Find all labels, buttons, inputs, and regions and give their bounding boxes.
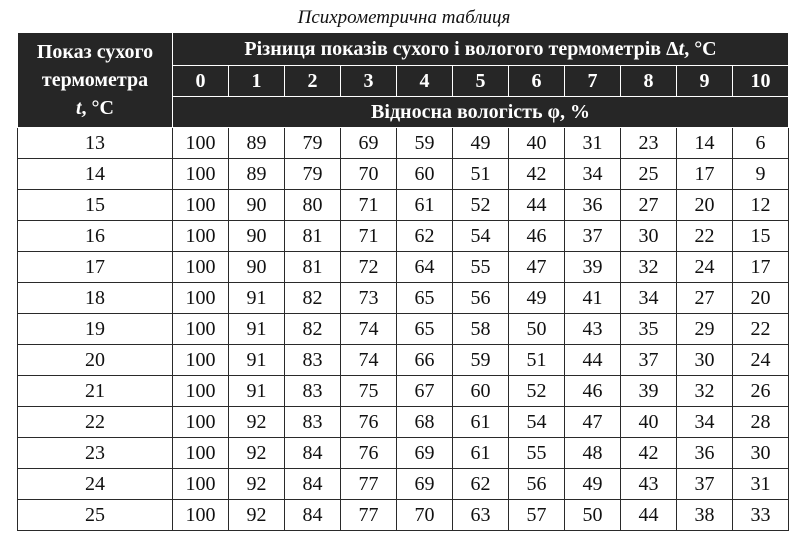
humidity-cell: 100: [173, 159, 229, 190]
humidity-cell: 28: [733, 407, 789, 438]
diff-value-cell: 8: [621, 66, 677, 97]
humidity-cell: 74: [341, 314, 397, 345]
humidity-cell: 20: [677, 190, 733, 221]
humidity-cell: 60: [397, 159, 453, 190]
humidity-cell: 68: [397, 407, 453, 438]
humidity-cell: 84: [285, 500, 341, 531]
humidity-cell: 70: [397, 500, 453, 531]
humidity-cell: 76: [341, 407, 397, 438]
diff-value-cell: 9: [677, 66, 733, 97]
humidity-cell: 12: [733, 190, 789, 221]
humidity-cell: 77: [341, 469, 397, 500]
humidity-cell: 15: [733, 221, 789, 252]
humidity-cell: 72: [341, 252, 397, 283]
humidity-cell: 100: [173, 345, 229, 376]
humidity-cell: 69: [397, 438, 453, 469]
humidity-cell: 84: [285, 469, 341, 500]
dry-temperature-cell: 17: [18, 252, 173, 283]
humidity-cell: 91: [229, 345, 285, 376]
humidity-cell: 100: [173, 407, 229, 438]
humidity-cell: 89: [229, 159, 285, 190]
humidity-cell: 100: [173, 438, 229, 469]
humidity-cell: 34: [677, 407, 733, 438]
humidity-cell: 81: [285, 221, 341, 252]
humidity-cell: 71: [341, 190, 397, 221]
humidity-cell: 69: [341, 128, 397, 159]
diff-t-symbol: t: [678, 37, 685, 60]
humidity-cell: 56: [509, 469, 565, 500]
table-row: [18, 500, 789, 531]
humidity-cell: 49: [509, 283, 565, 314]
humidity-cell: 92: [229, 500, 285, 531]
humidity-cell: 33: [733, 500, 789, 531]
humidity-cell: 92: [229, 438, 285, 469]
table-row: [18, 469, 789, 500]
humidity-cell: 52: [453, 190, 509, 221]
humidity-cell: 50: [565, 500, 621, 531]
humidity-cell: 61: [453, 407, 509, 438]
dry-temperature-cell: 25: [18, 500, 173, 531]
humidity-cell: 83: [285, 376, 341, 407]
humidity-cell: 9: [733, 159, 789, 190]
humidity-cell: 49: [453, 128, 509, 159]
humidity-cell: 20: [733, 283, 789, 314]
table-row: [18, 376, 789, 407]
humidity-cell: 37: [621, 345, 677, 376]
humidity-cell: 76: [341, 438, 397, 469]
diff-value-cell: 2: [285, 66, 341, 97]
humidity-cell: 71: [341, 221, 397, 252]
humidity-cell: 17: [677, 159, 733, 190]
diff-value-cell: 6: [509, 66, 565, 97]
corner-unit: , °C: [81, 97, 114, 119]
table-row: [18, 221, 789, 252]
diff-value-cell: 0: [173, 66, 229, 97]
humidity-cell: 27: [677, 283, 733, 314]
dry-temperature-cell: 24: [18, 469, 173, 500]
humidity-cell: 30: [621, 221, 677, 252]
humidity-cell: 37: [565, 221, 621, 252]
humidity-cell: 40: [509, 128, 565, 159]
dry-temperature-cell: 20: [18, 345, 173, 376]
humidity-cell: 34: [565, 159, 621, 190]
header-row-difference: [18, 33, 789, 66]
humidity-cell: 83: [285, 345, 341, 376]
humidity-cell: 63: [453, 500, 509, 531]
humidity-cell: 30: [733, 438, 789, 469]
humidity-cell: 47: [565, 407, 621, 438]
humidity-cell: 55: [509, 438, 565, 469]
humidity-cell: 22: [677, 221, 733, 252]
humidity-cell: 26: [733, 376, 789, 407]
humidity-cell: 51: [509, 345, 565, 376]
temperature-difference-header: [173, 33, 789, 66]
humidity-cell: 31: [733, 469, 789, 500]
humidity-cell: 32: [677, 376, 733, 407]
humidity-cell: 91: [229, 283, 285, 314]
psychrometric-table: [17, 32, 789, 531]
humidity-cell: 36: [677, 438, 733, 469]
humidity-cell: 100: [173, 500, 229, 531]
humidity-cell: 56: [453, 283, 509, 314]
humidity-cell: 59: [453, 345, 509, 376]
humidity-cell: 14: [677, 128, 733, 159]
humidity-cell: 57: [509, 500, 565, 531]
diff-value-cell: 3: [341, 66, 397, 97]
humidity-cell: 84: [285, 438, 341, 469]
humidity-cell: 46: [509, 221, 565, 252]
humidity-cell: 46: [565, 376, 621, 407]
table-row: [18, 345, 789, 376]
corner-t-symbol: t: [75, 97, 82, 119]
humidity-cell: 61: [453, 438, 509, 469]
humidity-cell: 29: [677, 314, 733, 345]
humidity-cell: 75: [341, 376, 397, 407]
humidity-cell: 31: [565, 128, 621, 159]
table-body: [18, 128, 789, 531]
diff-value-cell: 5: [453, 66, 509, 97]
humidity-cell: 100: [173, 469, 229, 500]
table-row: [18, 314, 789, 345]
diff-value-cell: 1: [229, 66, 285, 97]
humidity-cell: 92: [229, 407, 285, 438]
humidity-cell: 59: [397, 128, 453, 159]
humidity-cell: 62: [397, 221, 453, 252]
humidity-cell: 30: [677, 345, 733, 376]
humidity-cell: 73: [341, 283, 397, 314]
humidity-cell: 54: [509, 407, 565, 438]
humidity-cell: 39: [621, 376, 677, 407]
table-caption: Психрометрична таблиця: [297, 7, 511, 28]
diff-value-cell: 4: [397, 66, 453, 97]
diff-label: Різниця показів сухого і вологого термометрів Δ: [244, 37, 679, 60]
humidity-cell: 82: [285, 283, 341, 314]
humidity-cell: 58: [453, 314, 509, 345]
humidity-cell: 100: [173, 283, 229, 314]
table-row: [18, 283, 789, 314]
dry-temperature-cell: 16: [18, 221, 173, 252]
humidity-cell: 42: [621, 438, 677, 469]
humidity-cell: 74: [341, 345, 397, 376]
humidity-cell: 100: [173, 221, 229, 252]
humidity-cell: 54: [453, 221, 509, 252]
humidity-cell: 52: [509, 376, 565, 407]
dry-temperature-cell: 23: [18, 438, 173, 469]
humidity-cell: 81: [285, 252, 341, 283]
humidity-cell: 100: [173, 128, 229, 159]
dry-thermometer-header: [18, 33, 173, 128]
humidity-cell: 17: [733, 252, 789, 283]
humidity-cell: 67: [397, 376, 453, 407]
humidity-cell: 47: [509, 252, 565, 283]
humidity-cell: 80: [285, 190, 341, 221]
humidity-cell: 51: [453, 159, 509, 190]
humidity-cell: 60: [453, 376, 509, 407]
table-row: [18, 190, 789, 221]
humidity-cell: 100: [173, 376, 229, 407]
humidity-cell: 70: [341, 159, 397, 190]
humidity-cell: 92: [229, 469, 285, 500]
humidity-cell: 25: [621, 159, 677, 190]
dry-temperature-cell: 21: [18, 376, 173, 407]
humidity-cell: 38: [677, 500, 733, 531]
humidity-cell: 65: [397, 314, 453, 345]
relative-humidity-header: Відносна вологість φ, %: [173, 97, 789, 128]
humidity-cell: 40: [621, 407, 677, 438]
humidity-cell: 91: [229, 376, 285, 407]
humidity-cell: 35: [621, 314, 677, 345]
humidity-cell: 24: [733, 345, 789, 376]
humidity-cell: 34: [621, 283, 677, 314]
humidity-cell: 100: [173, 190, 229, 221]
humidity-cell: 44: [565, 345, 621, 376]
humidity-cell: 43: [565, 314, 621, 345]
humidity-cell: 22: [733, 314, 789, 345]
table-row: [18, 252, 789, 283]
humidity-cell: 24: [677, 252, 733, 283]
humidity-cell: 49: [565, 469, 621, 500]
humidity-cell: 61: [397, 190, 453, 221]
corner-line2: термометра: [41, 69, 149, 91]
humidity-cell: 100: [173, 314, 229, 345]
table-row: [18, 438, 789, 469]
humidity-cell: 23: [621, 128, 677, 159]
humidity-cell: 77: [341, 500, 397, 531]
humidity-cell: 90: [229, 252, 285, 283]
dry-temperature-cell: 19: [18, 314, 173, 345]
humidity-cell: 100: [173, 252, 229, 283]
diff-unit: , °C: [684, 37, 717, 60]
humidity-cell: 62: [453, 469, 509, 500]
humidity-cell: 37: [677, 469, 733, 500]
diff-value-cell: 7: [565, 66, 621, 97]
dry-temperature-cell: 13: [18, 128, 173, 159]
humidity-cell: 79: [285, 159, 341, 190]
diff-value-cell: 10: [733, 66, 789, 97]
humidity-cell: 90: [229, 190, 285, 221]
humidity-cell: 42: [509, 159, 565, 190]
humidity-cell: 69: [397, 469, 453, 500]
humidity-cell: 41: [565, 283, 621, 314]
humidity-cell: 6: [733, 128, 789, 159]
humidity-cell: 27: [621, 190, 677, 221]
table-row: [18, 159, 789, 190]
humidity-cell: 90: [229, 221, 285, 252]
humidity-cell: 32: [621, 252, 677, 283]
humidity-cell: 39: [565, 252, 621, 283]
dry-temperature-cell: 15: [18, 190, 173, 221]
humidity-cell: 89: [229, 128, 285, 159]
table-row: [18, 407, 789, 438]
humidity-cell: 83: [285, 407, 341, 438]
humidity-cell: 43: [621, 469, 677, 500]
humidity-cell: 50: [509, 314, 565, 345]
humidity-cell: 66: [397, 345, 453, 376]
humidity-cell: 91: [229, 314, 285, 345]
humidity-cell: 44: [509, 190, 565, 221]
humidity-cell: 55: [453, 252, 509, 283]
humidity-cell: 64: [397, 252, 453, 283]
dry-temperature-cell: 18: [18, 283, 173, 314]
corner-line1: Показ сухого: [36, 41, 154, 63]
humidity-cell: 65: [397, 283, 453, 314]
humidity-cell: 36: [565, 190, 621, 221]
table-row: [18, 128, 789, 159]
humidity-cell: 48: [565, 438, 621, 469]
humidity-cell: 44: [621, 500, 677, 531]
humidity-cell: 82: [285, 314, 341, 345]
dry-temperature-cell: 14: [18, 159, 173, 190]
dry-temperature-cell: 22: [18, 407, 173, 438]
humidity-cell: 79: [285, 128, 341, 159]
